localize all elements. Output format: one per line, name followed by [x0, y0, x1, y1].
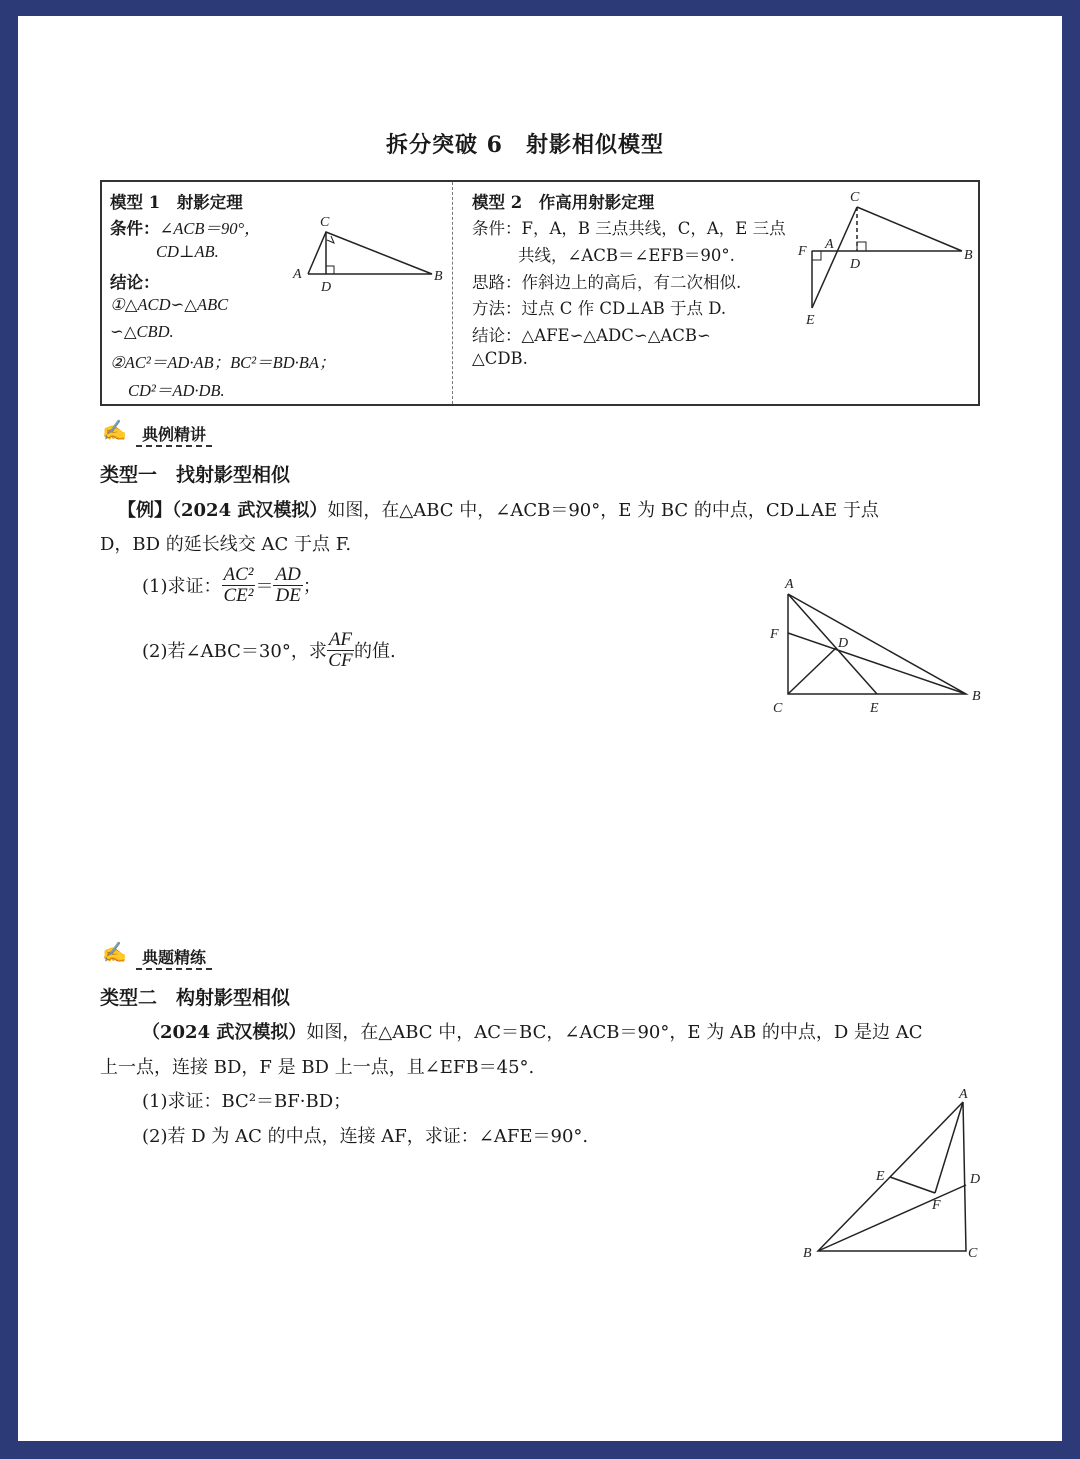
practice-p2: (2)若 D 为 AC 的中点，连接 AF，求证：∠AFE＝90°. [142, 1126, 589, 1147]
label-B: B [803, 1246, 812, 1261]
p1-den1: CE² [223, 584, 254, 606]
label-C: C [320, 215, 330, 230]
label-A: A [293, 267, 302, 282]
p1-num1: AC² [223, 564, 254, 585]
model2-heading: 模型 2 作高用射影定理 [472, 193, 655, 212]
practice-p1: (1)求证：BC²＝BF·BD； [142, 1091, 352, 1112]
model2-cond2: 共线，∠ACB＝∠EFB＝90°. [518, 246, 735, 265]
label-B: B [972, 689, 981, 704]
label-C: C [968, 1246, 978, 1261]
model2-concl2: △CDB. [472, 349, 528, 368]
cond-label: 条件： [110, 219, 160, 238]
example-line2: D，BD 的延长线交 AC 于点 F. [100, 534, 352, 555]
example-label: 【例】 [118, 500, 172, 521]
p2-den: CF [328, 649, 353, 671]
label-B: B [434, 269, 443, 284]
label-E: E [806, 313, 815, 328]
mascot-icon: ✍ [102, 940, 127, 964]
model1-cond1: ∠ACB＝90°， [159, 219, 261, 238]
p2-prefix: (2)若∠ABC＝30°，求 [142, 641, 327, 663]
label-C: C [773, 701, 783, 716]
label-A: A [825, 237, 834, 252]
p2-end: 的值. [354, 641, 396, 663]
model2-concl1: 结论：△AFE∽△ADC∽△ACB∽ [472, 326, 711, 345]
example-source: （2024 武汉模拟） [172, 500, 328, 521]
model1-c3: ②AC²＝AD·AB；BC²＝BD·BA； [110, 353, 336, 372]
label-D: D [838, 636, 849, 651]
label-E: E [876, 1169, 885, 1184]
label-A: A [785, 577, 794, 592]
p1-prefix: (1)求证： [142, 576, 222, 598]
label-D: D [850, 257, 861, 272]
p1-num2: AD [275, 564, 301, 585]
label-B: B [964, 248, 973, 263]
section-tag-practice: 典题精练 [136, 945, 212, 970]
model2-idea: 思路：作斜边上的高后，有二次相似. [472, 273, 742, 292]
model1-c4: CD²＝AD·DB. [128, 381, 225, 400]
practice-source: （2024 武汉模拟） [142, 1022, 307, 1043]
label-C: C [850, 190, 860, 205]
model1-cond2: CD⊥AB. [156, 242, 219, 261]
label-D: D [321, 280, 332, 295]
label-A: A [959, 1087, 968, 1102]
p1-eq: ＝ [255, 576, 274, 598]
model1-c1: ①△ACD∽△ABC [110, 295, 229, 314]
type2-heading: 类型二 构射影型相似 [100, 987, 291, 1009]
p2-num: AF [328, 629, 353, 650]
p1-den2: DE [275, 584, 301, 606]
section-tag-examples: 典例精讲 [136, 422, 212, 447]
box-divider [452, 182, 453, 404]
type1-heading: 类型一 找射影型相似 [100, 464, 291, 486]
model1-heading: 模型 1 射影定理 [110, 193, 243, 212]
label-D: D [970, 1172, 981, 1187]
model1-c2: ∽△CBD. [110, 322, 174, 341]
mascot-icon: ✍ [102, 418, 127, 442]
label-F: F [770, 627, 779, 642]
model2-method: 方法：过点 C 作 CD⊥AB 于点 D. [472, 299, 727, 318]
page-title: 拆分突破 6 射影相似模型 [386, 132, 664, 158]
practice-line2: 上一点，连接 BD，F 是 BD 上一点，且∠EFB＝45°. [100, 1057, 535, 1078]
label-F: F [798, 244, 807, 259]
example-line1: 如图，在△ABC 中，∠ACB＝90°，E 为 BC 的中点，CD⊥AE 于点 [327, 500, 879, 521]
p1-end: ； [302, 576, 321, 598]
label-F: F [932, 1198, 941, 1213]
model2-cond1: 条件：F，A，B 三点共线，C，A，E 三点 [472, 219, 786, 238]
practice-line1: 如图，在△ABC 中，AC＝BC，∠ACB＝90°，E 为 AB 的中点，D 是边 AC [306, 1022, 923, 1043]
label-E: E [870, 701, 879, 716]
model1-concl-label: 结论： [110, 273, 160, 292]
